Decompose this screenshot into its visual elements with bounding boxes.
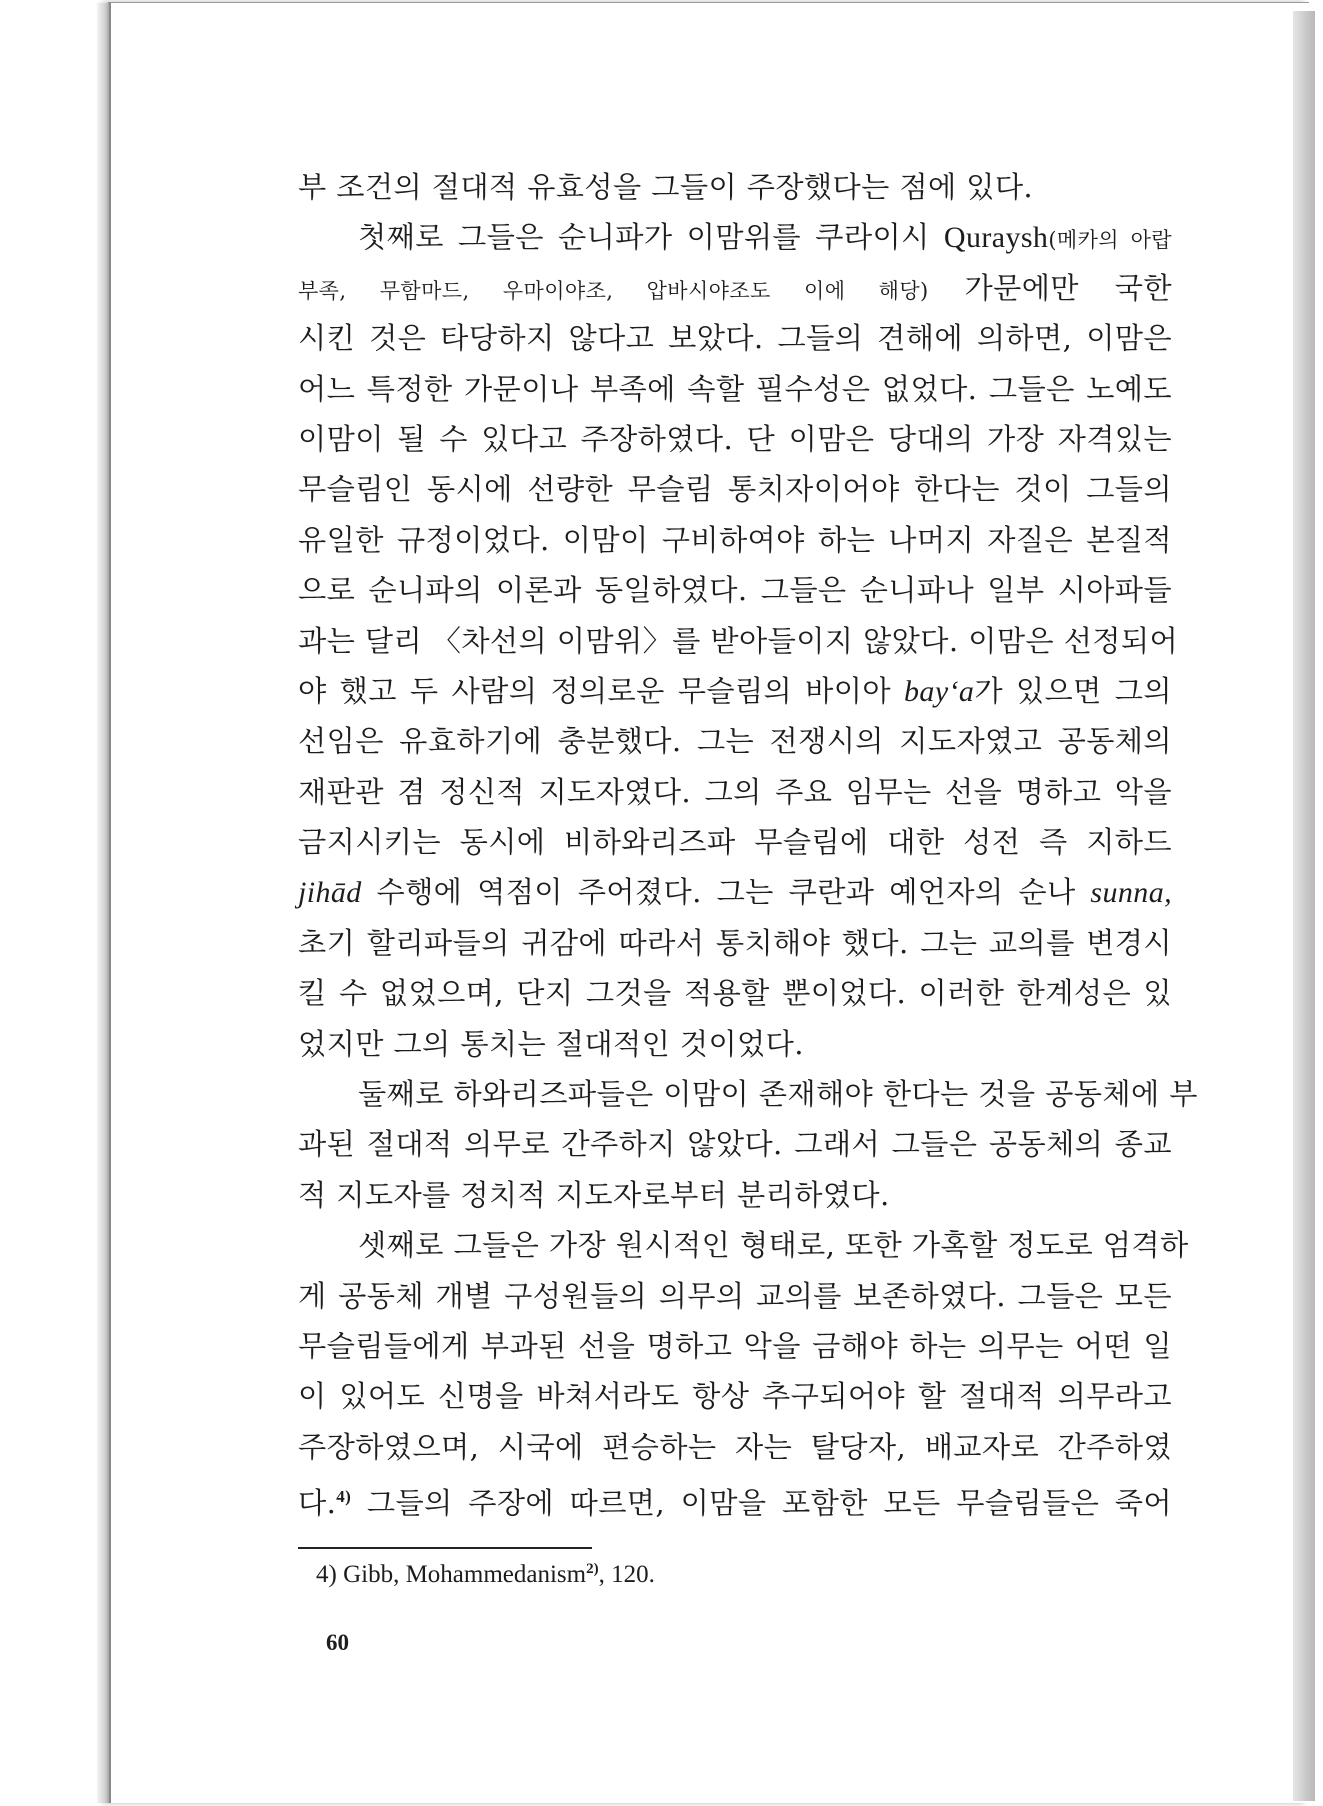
- text-run: bay‘a: [904, 674, 975, 708]
- text-line: [298, 867, 1172, 917]
- text-run: 가 있으면 그의: [974, 673, 1172, 708]
- text-run: jihād: [298, 876, 362, 910]
- text-line: 어느 특정한 가문이나 부족에 속할 필수성은 없었다. 그들은 노예도: [298, 371, 1172, 406]
- text-run: (메카의 아랍: [1048, 228, 1172, 253]
- text-line: 둘째로 하와리즈파들은 이맘이 존재해야 한다는 것을 공동체에 부: [358, 1077, 1198, 1112]
- text-line: 과는 달리 〈차선의 이맘위〉를 받아들이지 않았다. 이맘은 선정되어: [298, 623, 1179, 658]
- text-line: 셋째로 그들은 가장 원시적인 형태로, 또한 가혹할 정도로 엄격하: [358, 1228, 1189, 1263]
- footnote-superscript: 2): [586, 1561, 599, 1577]
- text-line: 이 있어도 신명을 바쳐서라도 항상 추구되어야 할 절대적 의무라고: [298, 1379, 1172, 1414]
- text-line: 재판관 겸 정신적 지도자였다. 그의 주요 임무는 선을 명하고 악을: [298, 774, 1172, 809]
- footnote: [316, 1561, 655, 1589]
- text-run: 부족, 무함마드, 우마이야조, 압바시야조도 이에 해당): [298, 278, 929, 303]
- text-run: 그들의 주장에 따르면, 이맘을 포함한 모든 무슬림들은 죽어: [351, 1486, 1172, 1521]
- text-run: sunna,: [1090, 876, 1172, 910]
- text-line: 무슬림인 동시에 선량한 무슬림 통치자이어야 한다는 것이 그들의: [298, 472, 1172, 507]
- text-line: 시킨 것은 타당하지 않다고 보았다. 그들의 견해에 의하면, 이맘은: [298, 321, 1172, 356]
- text-line: 으로 순니파의 이론과 동일하였다. 그들은 순니파나 일부 시아파들: [298, 573, 1172, 608]
- text-line: 선임은 유효하기에 충분했다. 그는 전쟁시의 지도자였고 공동체의: [298, 724, 1172, 759]
- text-line: 무슬림들에게 부과된 선을 명하고 악을 금해야 하는 의무는 어떤 일: [298, 1328, 1172, 1363]
- text-line: [298, 666, 1172, 716]
- footnote-citation-end: , 120.: [598, 1561, 655, 1588]
- text-line: 킬 수 없었으며, 단지 그것을 적용할 뿐이었다. 이러한 한계성은 있: [298, 976, 1172, 1011]
- footnote-divider: [298, 1547, 592, 1549]
- text-line: 주장하였으며, 시국에 편승하는 자는 탈당자, 배교자로 간주하였: [298, 1429, 1172, 1464]
- page-number: 60: [326, 1630, 349, 1655]
- text-run: 첫째로 그들은 순니파가 이맘위를 쿠라이시: [358, 220, 944, 255]
- text-line: 적 지도자를 정치적 지도자로부터 분리하였다.: [298, 1177, 890, 1212]
- text-line: 과된 절대적 의무로 간주하지 않았다. 그래서 그들은 공동체의 종교: [298, 1127, 1172, 1162]
- text-line: 유일한 규정이었다. 이맘이 구비하여야 하는 나머지 자질은 본질적: [298, 522, 1172, 557]
- text-line: 금지시키는 동시에 비하와리즈파 무슬림에 대한 성전 즉 지하드: [298, 825, 1172, 860]
- text-run: 가문에만 국한: [928, 270, 1172, 305]
- text-run: 다.: [298, 1486, 337, 1521]
- text-run: 수행에 역점이 주어졌다. 그는 쿠란과 예언자의 순나: [361, 875, 1091, 910]
- text-line: 부 조건의 절대적 유효성을 그들이 주장했다는 점에 있다.: [298, 170, 1034, 204]
- footnote-number: 4): [316, 1561, 337, 1588]
- body-text: [298, 162, 1198, 1523]
- text-line: 이맘이 될 수 있다고 주장하였다. 단 이맘은 당대의 가장 자격있는: [298, 421, 1172, 456]
- text-line: 었지만 그의 통치는 절대적인 것이었다.: [298, 1026, 804, 1061]
- text-line: [298, 1472, 1172, 1522]
- footnote-citation: Gibb, Mohammedanism: [343, 1561, 587, 1588]
- text-line: 초기 할리파들의 귀감에 따라서 통치해야 했다. 그는 교의를 변경시: [298, 925, 1172, 960]
- text-line: 게 공동체 개별 구성원들의 의무의 교의를 보존하였다. 그들은 모든: [298, 1278, 1172, 1313]
- text-run: 야 했고 두 사람의 정의로운 무슬림의 바이아: [298, 673, 905, 708]
- text-line: [298, 263, 1172, 313]
- text-line: [298, 212, 1172, 262]
- text-run: Quraysh: [943, 221, 1049, 255]
- text-run: 4): [336, 1487, 352, 1507]
